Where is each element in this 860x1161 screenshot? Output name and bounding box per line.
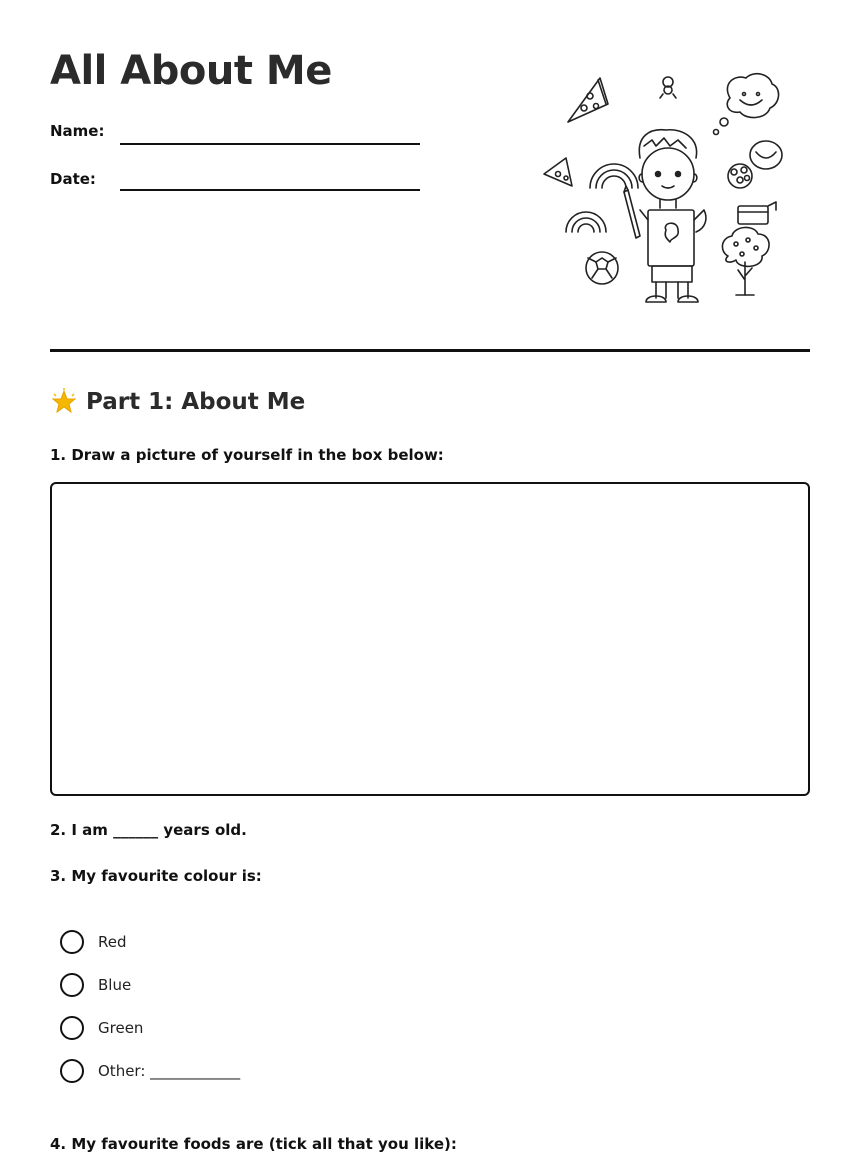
radio-other[interactable] (60, 1059, 84, 1083)
radio-blue[interactable] (60, 973, 84, 997)
date-field[interactable] (120, 189, 420, 191)
question-2: 2. I am ______ years old. (50, 821, 247, 839)
section-heading-text: Part 1: About Me (86, 389, 306, 415)
question-3: 3. My favourite colour is: (50, 867, 262, 885)
rainbow-icon (590, 164, 638, 188)
page-title: All About Me (50, 48, 332, 94)
date-label: Date: (50, 170, 96, 188)
thought-bubble-icon (714, 74, 779, 135)
question-1: 1. Draw a picture of yourself in the box below: (50, 446, 444, 464)
pizza-icon (568, 78, 608, 122)
child-figure-icon (624, 130, 706, 302)
self-portrait-drawing-box[interactable] (50, 482, 810, 796)
section-heading-part-1 (50, 388, 305, 416)
bug-icon (660, 77, 676, 98)
colour-option-label: Green (98, 1019, 144, 1037)
smile-bubble-icon (750, 141, 782, 169)
colour-option-green[interactable] (60, 1016, 143, 1040)
gift-icon (738, 202, 776, 224)
rainbow-small-icon (566, 212, 606, 232)
radio-red[interactable] (60, 930, 84, 954)
name-field[interactable] (120, 143, 420, 145)
star-icon (50, 388, 78, 416)
section-divider (50, 349, 810, 352)
child-doodle-illustration (540, 70, 790, 315)
colour-option-blue[interactable] (60, 973, 131, 997)
question-4: 4. My favourite foods are (tick all that you like): (50, 1135, 457, 1153)
ball-icon (586, 252, 618, 284)
colour-option-other[interactable] (60, 1059, 240, 1083)
radio-green[interactable] (60, 1016, 84, 1040)
name-label: Name: (50, 122, 105, 140)
cheese-icon (544, 158, 572, 186)
colour-option-label: Blue (98, 976, 132, 994)
colour-option-label: Red (98, 933, 127, 951)
flower-icon (728, 164, 752, 188)
tree-icon (722, 227, 769, 295)
colour-option-label: Other: ____________ (98, 1062, 241, 1080)
colour-option-red[interactable] (60, 930, 127, 954)
